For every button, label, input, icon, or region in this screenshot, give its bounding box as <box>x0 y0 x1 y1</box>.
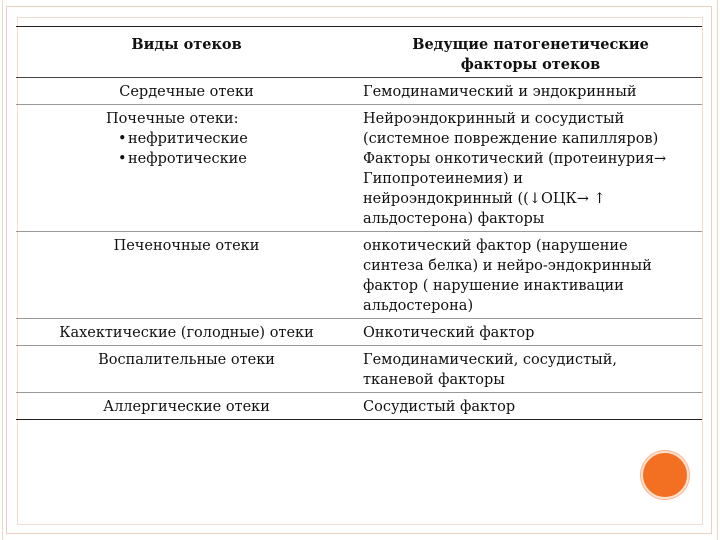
factor-line: Нейроэндокринный и сосудистый <box>363 111 625 127</box>
table-row <box>16 319 702 346</box>
factor-line: (системное повреждение капилляров) <box>363 131 659 147</box>
factor-line: альдостерона) факторы <box>363 211 545 227</box>
factor-line: онкотический фактор (нарушение <box>363 238 628 254</box>
factor-line <box>363 149 698 169</box>
arrow-up-icon: ↑ <box>593 191 606 207</box>
edema-type-text: Почечные отеки: <box>106 111 239 127</box>
factor-line: Онкотический фактор <box>363 325 535 341</box>
factor-line: Гипопротеинемия) и <box>363 171 523 187</box>
factors-cell <box>355 232 702 318</box>
factors-cell <box>355 393 702 419</box>
factor-line <box>363 189 698 209</box>
header-col2-line: факторы отеков <box>460 56 601 73</box>
edema-type-cell <box>16 105 355 231</box>
edema-type-text: Сердечные отеки <box>119 84 254 100</box>
edema-type-text: Печеночные отеки <box>113 238 260 254</box>
factors-cell <box>355 78 702 104</box>
factor-line: синтеза белка) и нейро-эндокринный <box>363 258 652 274</box>
factor-text: нейроэндокринный (( <box>363 191 529 207</box>
header-col2-line: Ведущие патогенетические <box>412 36 649 53</box>
header-col-types <box>16 27 355 77</box>
table-header-row <box>16 27 702 78</box>
header-col-factors <box>355 27 702 77</box>
table-row <box>16 78 702 105</box>
factors-cell <box>355 319 702 345</box>
table-row <box>16 393 702 420</box>
edema-type-text: Кахектические (голодные) отеки <box>59 325 314 341</box>
factor-line: Гемодинамический и эндокринный <box>363 84 637 100</box>
list-item: • нефротические <box>118 149 351 169</box>
table-row <box>16 105 702 232</box>
frame-stripe <box>717 0 718 540</box>
factor-line: Сосудистый фактор <box>363 399 516 415</box>
frame-stripe <box>2 0 3 540</box>
edema-type-cell <box>16 232 355 318</box>
factor-line: альдостерона) <box>363 298 474 314</box>
arrow-right-icon: → <box>653 151 667 167</box>
edema-type-text: Воспалительные отеки <box>98 352 275 368</box>
edema-table <box>16 26 702 420</box>
factor-text: Факторы онкотический (протеинурия <box>363 151 654 167</box>
arrow-right-icon: → <box>576 191 589 207</box>
edema-type-text: Аллергические отеки <box>103 399 270 415</box>
header-col1-text: Виды отеков <box>131 36 242 53</box>
edema-type-cell <box>16 393 355 419</box>
factor-text: ОЦК <box>541 191 577 207</box>
list-item: • нефритические <box>118 129 351 149</box>
edema-type-cell <box>16 78 355 104</box>
factors-cell <box>355 105 702 231</box>
edema-type-cell <box>16 346 355 392</box>
factors-cell <box>355 346 702 392</box>
table-row <box>16 232 702 319</box>
edema-type-cell <box>16 319 355 345</box>
renal-subtype-list <box>106 129 351 169</box>
factor-line: фактор ( нарушение инактивации <box>363 278 624 294</box>
factor-line: Гемодинамический, сосудистый, <box>363 352 617 368</box>
decorative-circle <box>641 451 689 499</box>
factor-line: тканевой факторы <box>363 372 505 388</box>
arrow-down-icon: ↓ <box>528 191 541 207</box>
table-row <box>16 346 702 393</box>
